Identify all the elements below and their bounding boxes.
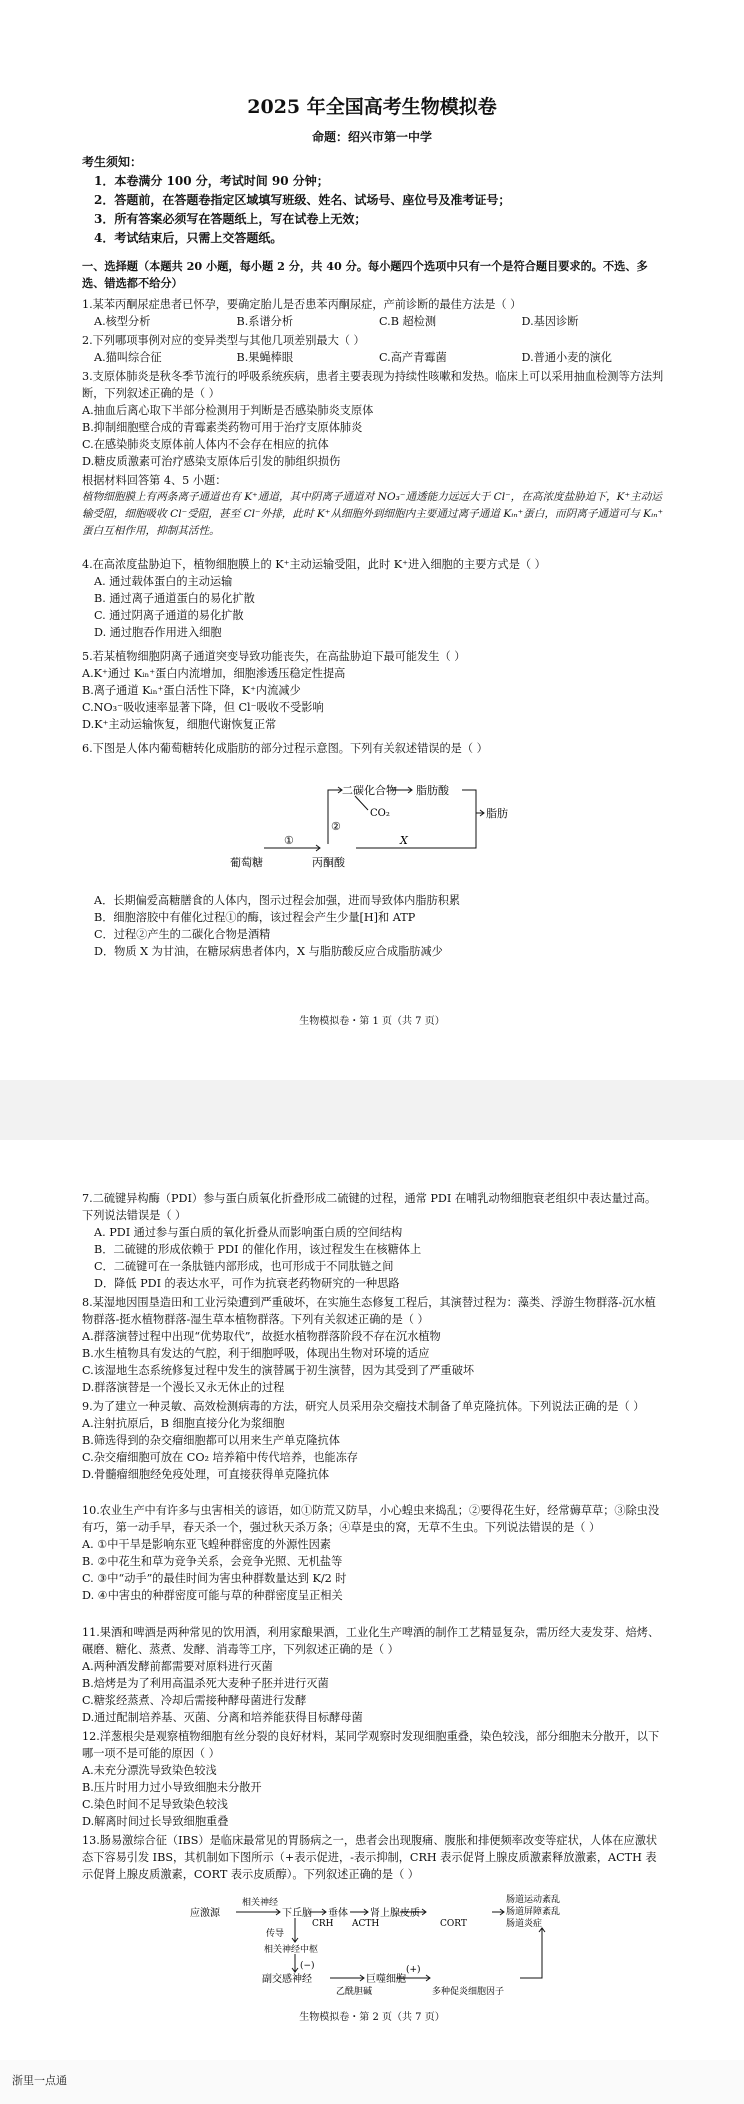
crh-label: CRH (312, 1919, 334, 1929)
question-stem: 12.洋葱根尖是观察植物细胞有丝分裂的良好材料，某同学观察时发现细胞重叠，染色较浅，部分细胞未分散开，以下哪一项不是可能的原因（ ） (82, 1730, 660, 1760)
option-row (82, 349, 664, 366)
option-b: B.抑制细胞壁合成的青霉素类药物可用于治疗支原体肺炎 (82, 421, 363, 434)
option-c: C. ③中“动手”的最佳时间为害虫种群数量达到 K/2 时 (82, 1572, 347, 1585)
macrophage-label: 巨噬细胞 (366, 1974, 406, 1985)
question-8 (82, 1294, 664, 1396)
option-b: B.系谱分析 (236, 315, 294, 328)
question-stem: 8.某湿地因围垦造田和工业污染遭到严重破坏，在实施生态修复工程后，其演替过程为：藻类、浮游生物群落-沉水植物群落-挺水植物群落-湿生草本植物群落。下列有关叙述正确的是（ ） (82, 1296, 656, 1326)
question-5 (82, 648, 664, 733)
option-a: A.猫叫综合征 (94, 351, 162, 364)
option-a: A. PDI 通过参与蛋白质的氧化折叠从而影响蛋白质的空间结构 (94, 1226, 403, 1239)
plus-sign: (+) (406, 1965, 421, 1975)
option-b: B.筛选得到的杂交瘤细胞都可以用来生产单克隆抗体 (82, 1434, 340, 1447)
option-a: A.K⁺通过 Kᵢₙ⁺蛋白内流增加，细胞渗透压稳定性提高 (82, 667, 346, 680)
option-a: A.未充分漂洗导致染色较浅 (82, 1764, 217, 1777)
question-4 (82, 556, 664, 641)
step-1-label: ① (284, 834, 294, 847)
option-b: B.果蝇棒眼 (236, 351, 294, 364)
pituitary-label: 垂体 (328, 1908, 348, 1919)
question-stem: 9.为了建立一种灵敏、高效检测病毒的方法，研究人员采用杂交瘤技术制备了单克隆抗体。下列说法正确的是（ ） (82, 1400, 645, 1413)
step-2-label: ② (331, 820, 341, 833)
option-d: D.解离时间过长导致细胞重叠 (82, 1815, 229, 1828)
option-a: A.两种酒发酵前都需要对原料进行灭菌 (82, 1660, 273, 1673)
option-a: A.核型分析 (94, 315, 151, 328)
material-text: 植物细胞膜上有两条离子通道也有 K⁺通道，其中阴离子通道对 NO₃⁻通透能力远远大于 Cl⁻，在高浓度盐胁迫下，K⁺主动运输受阻，细胞吸收 Cl⁻受阻，甚至 Cl⁻外排，此时 K⁺从细胞外到细胞内主要通过离子通道 Kᵢₙ⁺蛋白，而阴离子通道可与 Kᵢₙ⁺蛋白互相作用，抑制其活性。 (82, 491, 664, 537)
outcome-inflammation: 肠道炎症 (506, 1919, 543, 1929)
option-b: B.压片时用力过小导致细胞未分散开 (82, 1781, 262, 1794)
option-d: D.通过配制培养基、灭菌、分离和培养能获得目标酵母菌 (82, 1711, 363, 1724)
acth-label: ACTH (352, 1919, 380, 1929)
option-c: C.染色时间不足导致染色较浅 (82, 1798, 228, 1811)
option-b: B.焙烤是为了利用高温杀死大麦种子胚并进行灭菌 (82, 1677, 329, 1690)
notice-heading: 考生须知： (82, 155, 143, 169)
option-c: C.糖浆经蒸煮、冷却后需接种酵母菌进行发酵 (82, 1694, 307, 1707)
section-heading: 一、选择题（本题共 20 小题，每小题 2 分，共 40 分。每小题四个选项中只有一个是符合题目要求的。不选、多选、错选都不给分） (82, 259, 648, 290)
question-stem: 4.在高浓度盐胁迫下，植物细胞膜上的 K⁺主动运输受阻，此时 K⁺进入细胞的主要方式是（ ） (82, 558, 546, 571)
exam-title: 2025 年全国高考生物模拟卷 (247, 96, 497, 118)
question-stem: 7.二硫键异构酶（PDI）参与蛋白质氧化折叠形成二硫键的过程，通常 PDI 在哺乳动物细胞衰老组织中表达量过高。下列说法错误是（ ） (82, 1192, 657, 1222)
option-b: B．细胞溶胶中有催化过程①的酶，该过程会产生少量[H]和 ATP (94, 911, 416, 924)
option-a: A. ①中干旱是影响东亚飞蝗种群密度的外源性因素 (82, 1538, 331, 1551)
exam-page-2 (0, 1140, 744, 2060)
option-c: C.杂交瘤细胞可放在 CO₂ 培养箱中传代培养，也能冻存 (82, 1451, 358, 1464)
cort-label: CORT (440, 1919, 467, 1929)
material-block (82, 472, 664, 540)
nerve-center-label: 相关神经中枢 (264, 1945, 319, 1955)
page-footer-1: 生物模拟卷・第 1 页（共 7 页） (299, 1016, 445, 1027)
hypothalamus-label: 下丘脑 (282, 1908, 312, 1919)
option-row (82, 313, 664, 330)
nerve-label: 相关神经 (242, 1898, 279, 1908)
option-c: C.该湿地生态系统修复过程中发生的演替属于初生演替，因为其受到了严重破坏 (82, 1364, 475, 1377)
notice-item: 1．本卷满分 100 分，考试时间 90 分钟； (94, 174, 329, 188)
page-footer-2: 生物模拟卷・第 2 页（共 7 页） (299, 2012, 445, 2023)
q6-metabolism-diagram (230, 768, 530, 888)
option-d: D．降低 PDI 的表达水平，可作为抗衰老药物研究的一种思路 (94, 1277, 400, 1290)
glucose-label: 葡萄糖 (230, 856, 263, 869)
option-a: A.注射抗原后，B 细胞直接分化为浆细胞 (82, 1417, 285, 1430)
minus-sign: (−) (300, 1961, 315, 1971)
notice-item: 2．答题前，在答题卷指定区域填写班级、姓名、试场号、座位号及准考证号； (94, 193, 511, 207)
option-c: C.在感染肺炎支原体前人体内不会存在相应的抗体 (82, 438, 329, 451)
question-stem: 5.若某植物细胞阴离子通道突变导致功能丧失，在高盐胁迫下最可能发生（ ） (82, 650, 466, 663)
question-6-options (82, 892, 664, 960)
ach-label: 乙酰胆碱 (336, 1987, 373, 1997)
question-10 (82, 1502, 664, 1604)
option-c: C.NO₃⁻吸收速率显著下降，但 Cl⁻吸收不受影响 (82, 701, 324, 714)
option-b: B.离子通道 Kᵢₙ⁺蛋白活性下降，K⁺内流减少 (82, 684, 301, 697)
option-a: A.群落演替过程中出现“优势取代”，故挺水植物群落阶段不存在沉水植物 (82, 1330, 441, 1343)
exam-notice (82, 153, 664, 248)
question-stem: 10.农业生产中有许多与虫害相关的谚语，如①防荒又防旱，小心蝗虫来捣乱；②要得花生好，经常薅草草；③除虫没有巧，第一动手早，春天杀一个，强过秋天杀万条；④草是虫的窝，无草不生虫。下列说法错误的是（ ） (82, 1504, 660, 1534)
question-stem: 13.肠易激综合征（IBS）是临床最常见的胃肠病之一，患者会出现腹痛、腹胀和排便频率改变等症状，人体在应激状态下容易引发 IBS，其机制如下图所示（+表示促进，-表示抑制，CRH 表示促肾上腺皮质激素释放激素，ACTH 表示促肾上腺皮质激素，CORT 表示皮质醇）。下列叙述正确的是（ ） (82, 1834, 658, 1881)
question-stem: 6.下图是人体内葡萄糖转化成脂肪的部分过程示意图。下列有关叙述错误的是（ ） (82, 742, 488, 755)
option-a: A. 通过载体蛋白的主动运输 (94, 575, 233, 588)
parasympathetic-label: 副交感神经 (262, 1974, 312, 1985)
notice-item: 3．所有答案必须写在答题纸上，写在试卷上无效； (94, 212, 367, 226)
option-d: D．物质 X 为甘油，在糖尿病患者体内，X 与脂肪酸反应合成脂肪减少 (94, 945, 443, 958)
cytokine-label: 多种促炎细胞因子 (432, 1987, 505, 1997)
co2-label: CO₂ (370, 808, 390, 819)
option-d: D.群落演替是一个漫长又永无休止的过程 (82, 1381, 285, 1394)
option-c: C．二硫键可在一条肽链内部形成，也可形成于不同肽链之间 (94, 1260, 394, 1273)
option-c: C.高产青霉菌 (379, 351, 447, 364)
option-b: B．二硫键的形成依赖于 PDI 的催化作用，该过程发生在核糖体上 (94, 1243, 422, 1256)
material-intro: 根据材料回答第 4、5 小题： (82, 474, 227, 487)
conduction-label: 传导 (266, 1929, 285, 1939)
option-d: D. ④中害虫的种群密度可能与草的种群密度呈正相关 (82, 1589, 343, 1602)
stress-label: 应激源 (190, 1908, 220, 1919)
question-7 (82, 1190, 664, 1292)
notice-item: 4．考试结束后，只需上交答题纸。 (94, 231, 283, 245)
option-d: D. 通过胞吞作用进入细胞 (94, 626, 222, 639)
c2-label: 二碳化合物 (342, 784, 397, 797)
question-6 (82, 740, 664, 757)
question-stem: 1.某苯丙酮尿症患者已怀孕，要确定胎儿是否患苯丙酮尿症，产前诊断的最佳方法是（ ） (82, 298, 522, 311)
option-b: B. ②中花生和草为竞争关系，会竞争光照、无机盐等 (82, 1555, 343, 1568)
option-d: D.糖皮质激素可治疗感染支原体后引发的肺组织损伤 (82, 455, 341, 468)
x-label: X (400, 834, 408, 847)
page-gap (0, 1080, 744, 1140)
option-a: A．长期偏爱高糖膳食的人体内，图示过程会加强，进而导致体内脂肪积累 (94, 894, 461, 907)
question-stem: 11.果酒和啤酒是两种常见的饮用酒，利用家酿果酒，工业化生产啤酒的制作工艺精显复杂，需历经大麦发芽、焙烤、碾磨、糖化、蒸煮、发酵、消毒等工序，下列叙述正确的是（ ） (82, 1626, 660, 1656)
option-a: A.抽血后离心取下半部分检测用于判断是否感染肺炎支原体 (82, 404, 374, 417)
question-stem: 2.下列哪项事例对应的变异类型与其他几项差别最大（ ） (82, 334, 365, 347)
question-stem: 3.支原体肺炎是秋冬季节流行的呼吸系统疾病，患者主要表现为持续性咳嗽和发热。临床上可以采用抽血检测等方法判断，下列叙述正确的是（ ） (82, 370, 664, 400)
option-c: C. 通过阴离子通道的易化扩散 (94, 609, 244, 622)
option-d: D.基因诊断 (521, 315, 579, 328)
exam-author: 命题：绍兴市第一中学 (311, 130, 432, 144)
question-12 (82, 1728, 664, 1830)
option-c: C.B 超检测 (379, 315, 437, 328)
pyruvate-label: 丙酮酸 (312, 856, 345, 869)
watermark-text: 浙里一点通 (12, 2074, 67, 2087)
fat-label: 脂肪 (486, 807, 508, 820)
adrenal-label: 肾上腺皮质 (370, 1908, 420, 1919)
question-2 (82, 332, 664, 366)
outcome-motility: 肠道运动紊乱 (506, 1895, 561, 1905)
fatty-acid-label: 脂肪酸 (416, 784, 449, 797)
option-b: B. 通过离子通道蛋白的易化扩散 (94, 592, 255, 605)
question-3 (82, 368, 664, 470)
option-c: C．过程②产生的二碳化合物是酒精 (94, 928, 271, 941)
q13-ibs-mechanism-diagram (190, 1892, 570, 2012)
question-11 (82, 1624, 664, 1726)
option-d: D.骨髓瘤细胞经免疫处理，可直接获得单克隆抗体 (82, 1468, 330, 1481)
question-1 (82, 296, 664, 330)
option-d: D.K⁺主动运输恢复，细胞代谢恢复正常 (82, 718, 277, 731)
option-d: D.普通小麦的演化 (521, 351, 612, 364)
option-b: B.水生植物具有发达的气腔，利于细胞呼吸，体现出生物对环境的适应 (82, 1347, 430, 1360)
question-9 (82, 1398, 664, 1483)
question-13 (82, 1832, 664, 1883)
outcome-barrier: 肠道屏障紊乱 (506, 1907, 561, 1917)
